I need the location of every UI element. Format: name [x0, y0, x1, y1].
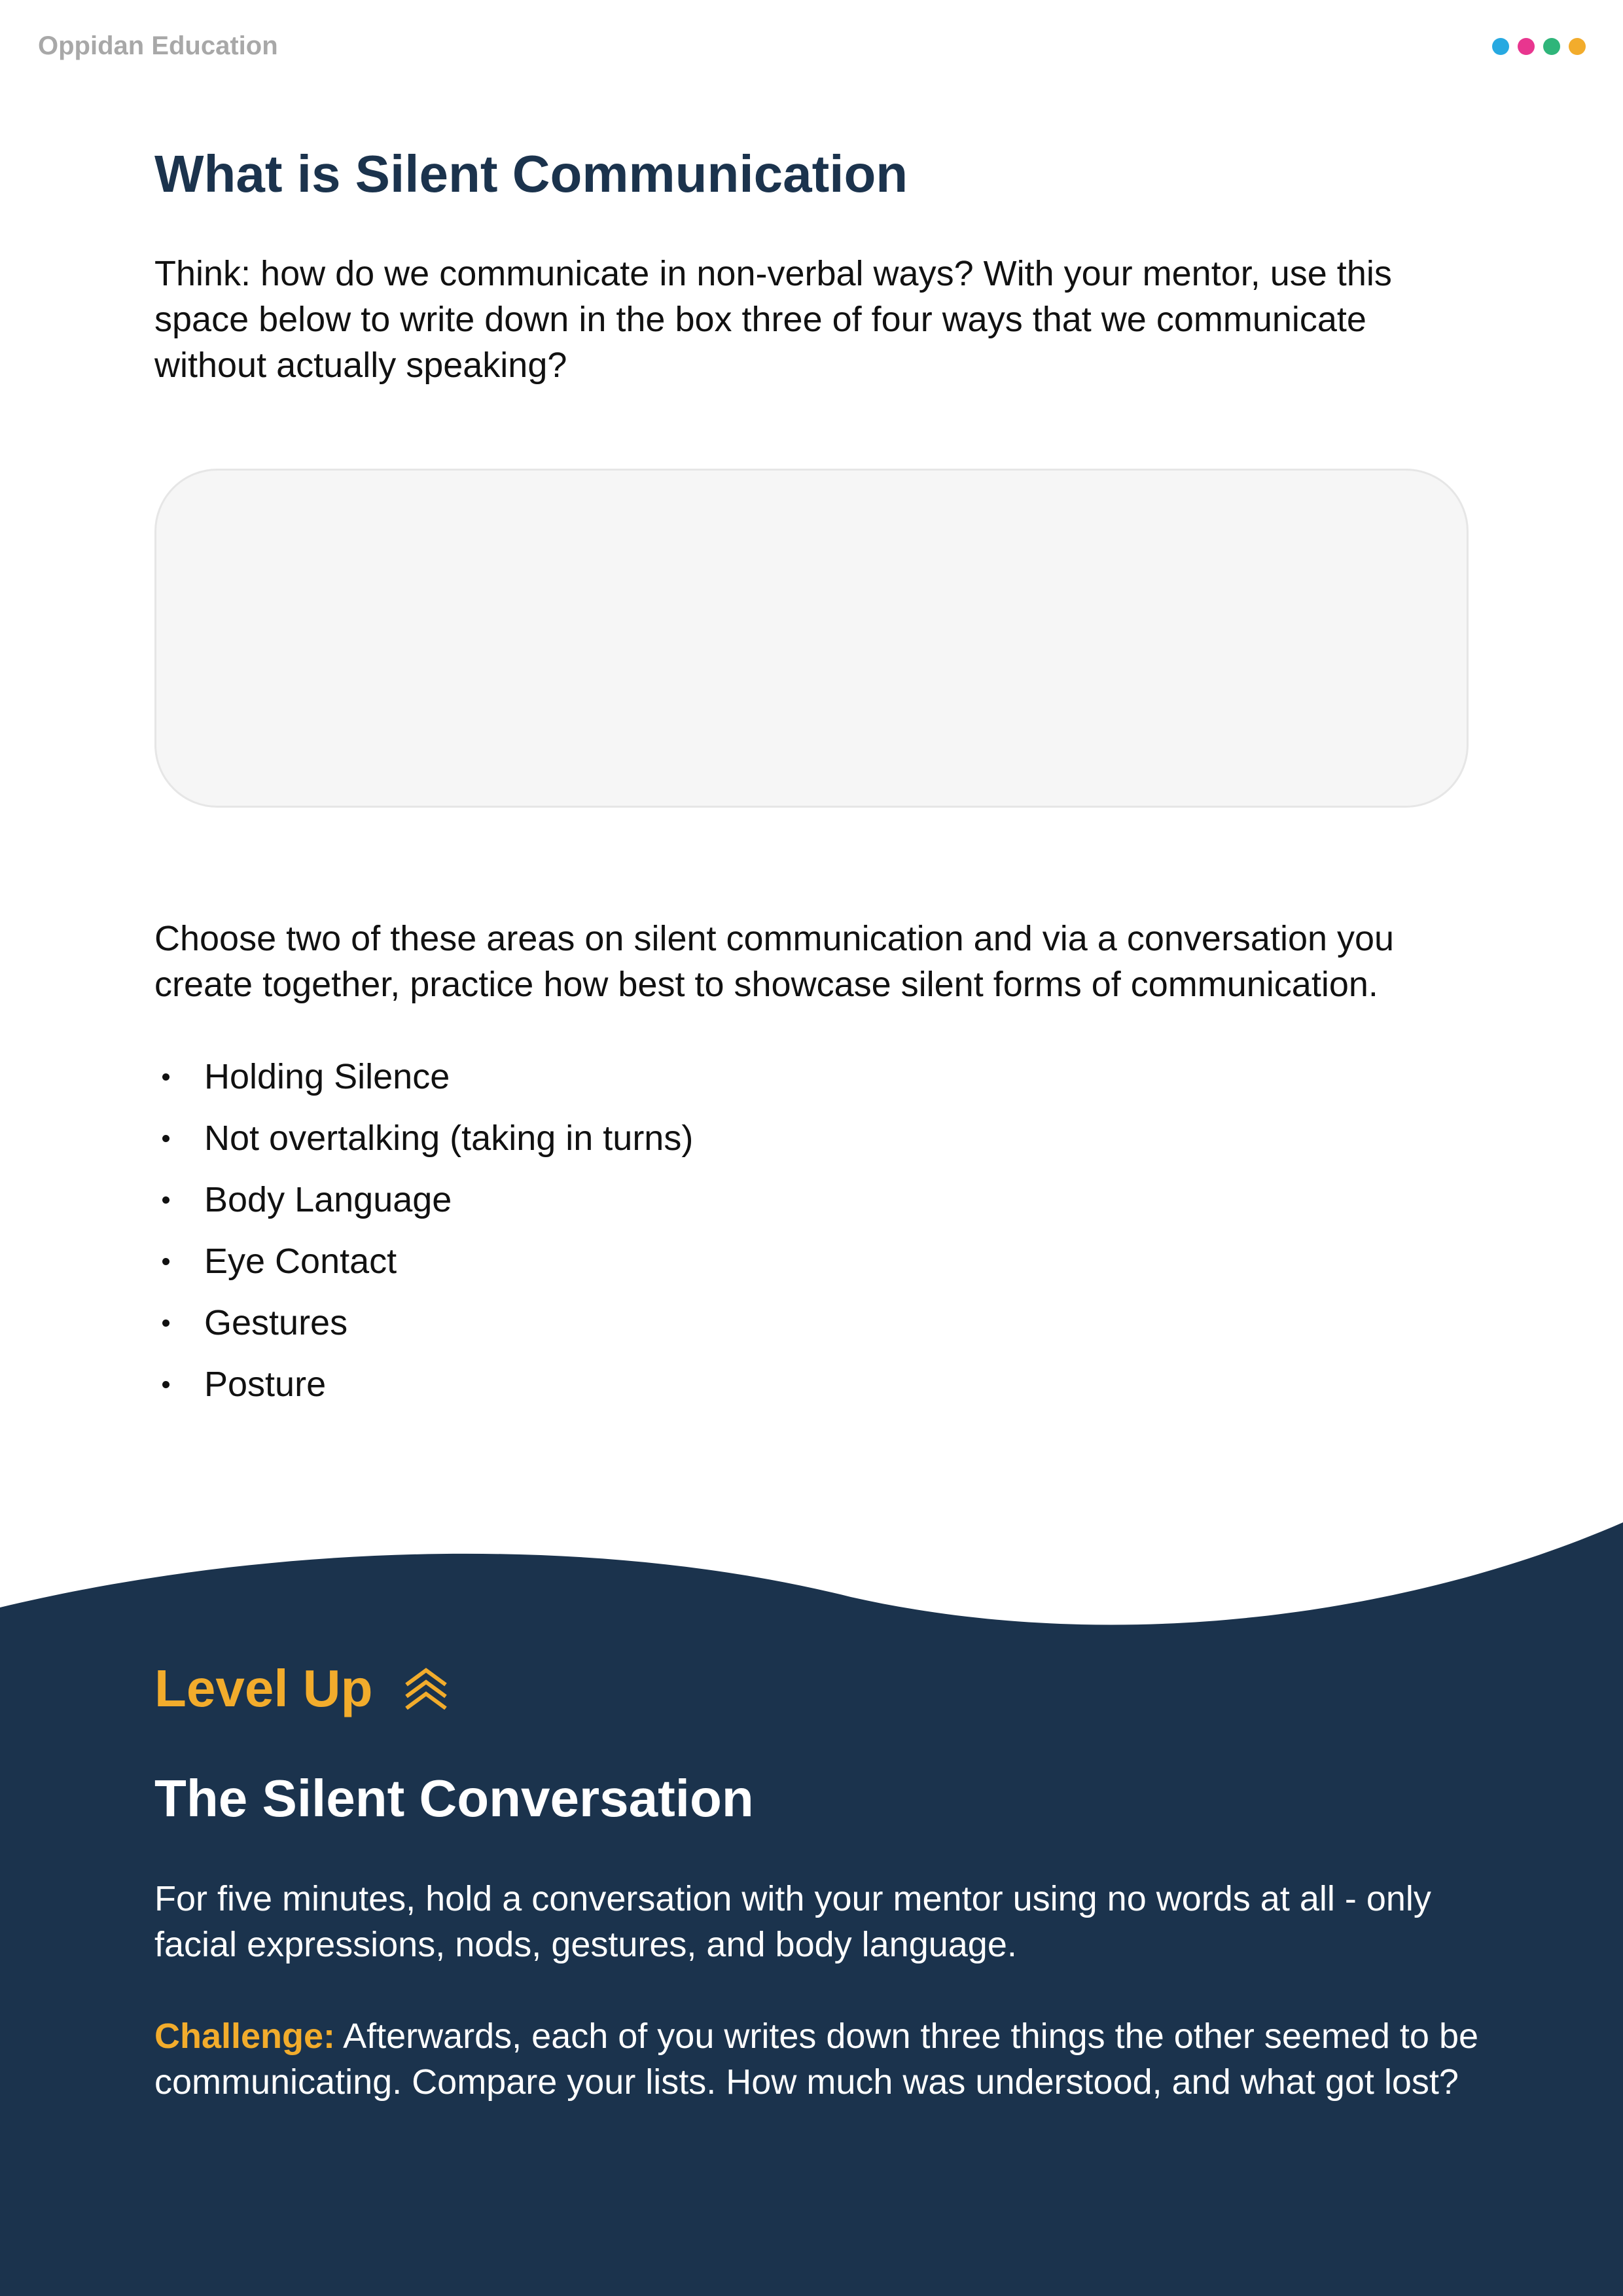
- challenge-paragraph: [154, 2013, 1483, 2105]
- section-body: For five minutes, hold a conversation with your mentor using no words at all - only facial expressions, nods, gestures, and body language.: [154, 1879, 1431, 1964]
- double-chevron-up-icon: [402, 1668, 450, 1710]
- challenge-text: Afterwards, each of you writes down three things the other seemed to be communicating. Compare your lists. How much was understood, and what got lost?: [154, 2017, 1479, 2102]
- level-up-label: Level Up: [154, 1659, 373, 1717]
- list-item: Eye Contact: [154, 1230, 693, 1292]
- page-title: What is Silent Communication: [154, 145, 908, 203]
- list-item: Gestures: [154, 1292, 693, 1354]
- areas-intro-text: Choose two of these areas on silent communication and via a conversation you create together, practice how best to showcase silent forms of communication.: [154, 919, 1395, 1004]
- list-item: Holding Silence: [154, 1046, 693, 1107]
- section-title: The Silent Conversation: [154, 1769, 754, 1827]
- level-up-heading: [154, 1657, 450, 1720]
- list-item: Not overtalking (taking in turns): [154, 1107, 693, 1169]
- list-item: Body Language: [154, 1169, 693, 1230]
- brand-name: Oppidan Education: [38, 31, 278, 60]
- challenge-label: Challenge:: [154, 2017, 336, 2056]
- list-item: Posture: [154, 1354, 693, 1415]
- intro-text: Think: how do we communicate in non-verbal ways? With your mentor, use this space below to write down in the box three of four ways that we communicate without actually speaking?: [154, 254, 1392, 385]
